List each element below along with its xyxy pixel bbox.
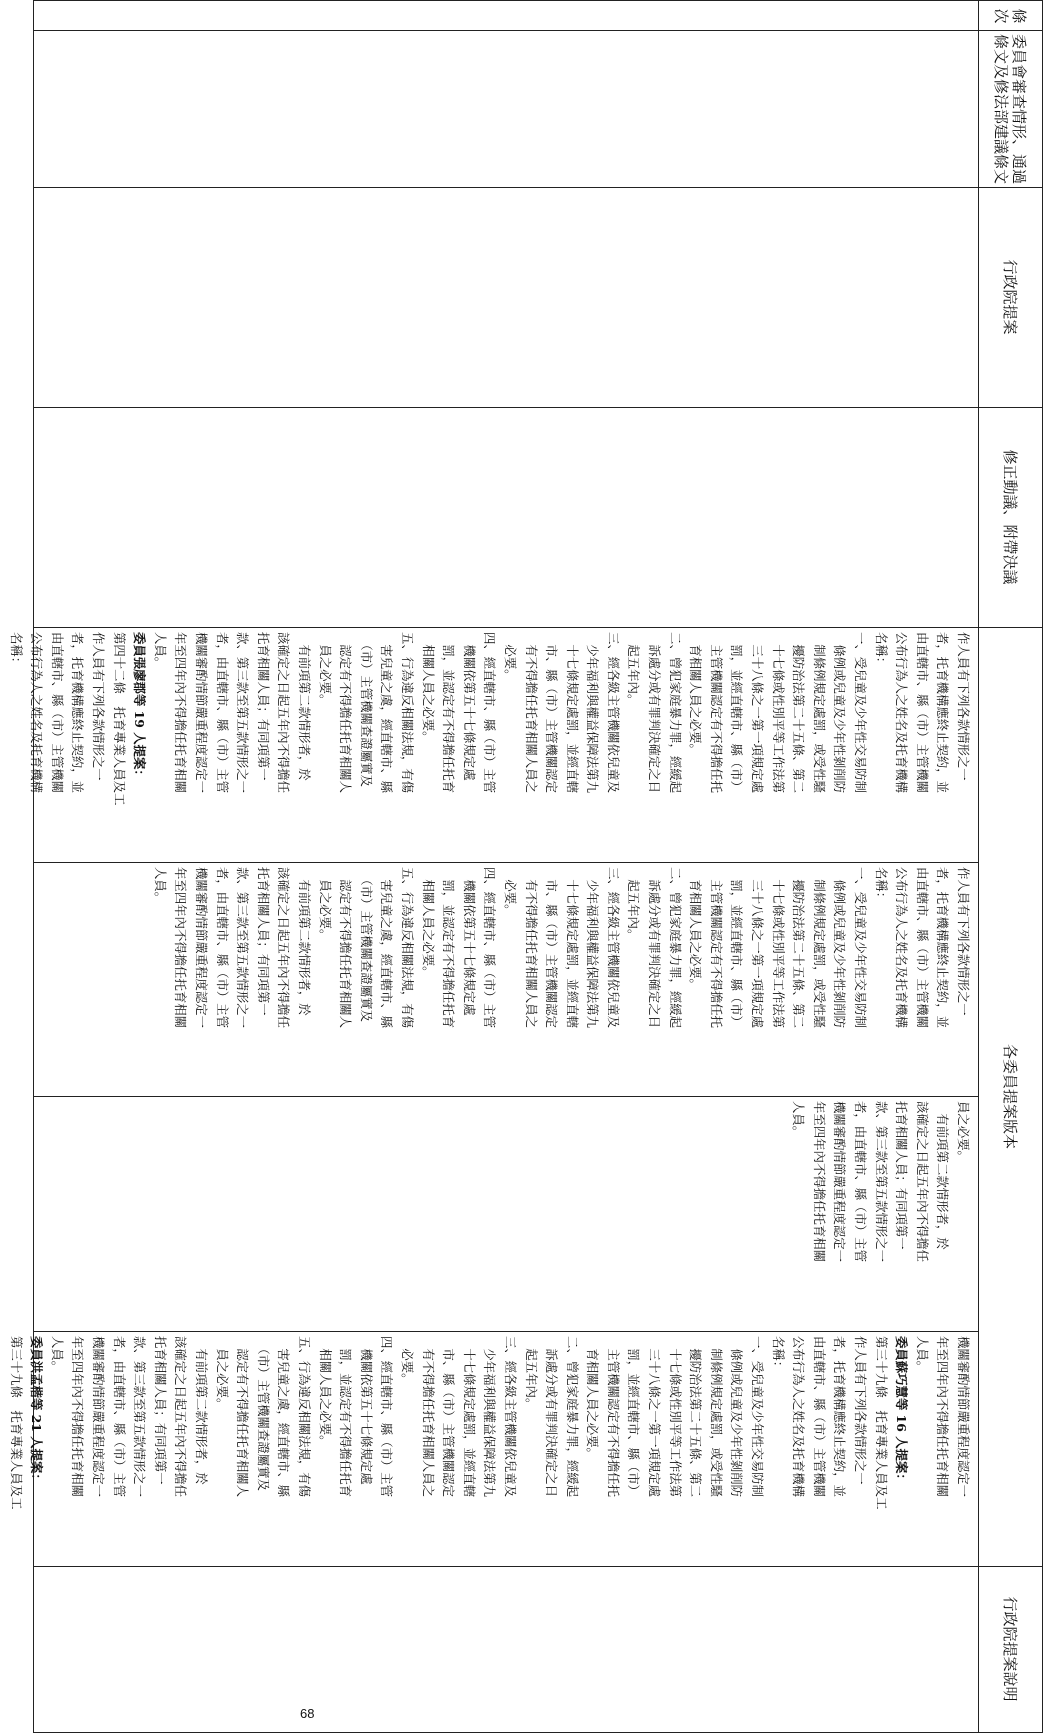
- text-line: 育相關人員之必要。: [688, 632, 704, 756]
- text-line: 相關人員之必要。: [420, 632, 436, 744]
- text-line: 員之必要。: [214, 1336, 230, 1411]
- text-line: 由直轄市、縣（市）主管機關: [49, 632, 65, 794]
- text-line: 少年福利與權益保障法第九: [482, 1336, 498, 1498]
- text-line: 四、經直轄市、縣（市）主管: [482, 632, 498, 794]
- text-line: 公布行為人之姓名及托育機構: [791, 1336, 807, 1498]
- text-line: 款、第三款至第五款情形之一: [132, 1336, 148, 1498]
- text-line: 擾防治法第二十五條、第二: [791, 867, 807, 1029]
- text-line: 人員。: [791, 1101, 807, 1139]
- text-line: 有前項第二款情形者，於: [935, 1101, 951, 1250]
- text-line: 十七條規定處罰，並經直轄: [461, 1336, 477, 1498]
- text-line: 托育相關人員；有同項第一: [152, 1336, 168, 1485]
- text-line: 五、行為違反相關法規，有傷: [399, 632, 415, 794]
- text-line: （市）主管機關查證屬實及: [358, 867, 374, 1022]
- text-line: 第三十九條 托育專業人員及工: [8, 1336, 24, 1510]
- text-line: 少年福利與權益保障法第九: [585, 867, 601, 1029]
- member-version-col-1: [8, 632, 973, 857]
- text-line: 機關審酌情節嚴重程度認定一: [832, 1101, 848, 1263]
- text-line: 款、第三款至第五款情形之一: [235, 867, 251, 1029]
- page-number: 68: [300, 1706, 315, 1721]
- text-line: 者，由直轄市、縣（市）主管: [111, 1336, 127, 1498]
- text-line: 市、縣（市）主管機關認定: [544, 632, 560, 794]
- proposal-heading: 委員蘇巧慧等 16 人提案：: [894, 1336, 910, 1486]
- text-line: 人員。: [914, 1336, 930, 1374]
- text-line: 有不得擔任托育相關人員之: [523, 867, 539, 1029]
- text-line: 有前項第二款情形者，於: [297, 867, 312, 1016]
- text-line: 十七條或性別平等工作法第: [667, 1336, 683, 1498]
- text-line: 五、行為違反相關法規，有傷: [399, 867, 415, 1029]
- text-line: 害兒童之虞，經直轄市、縣: [276, 1336, 292, 1498]
- text-line: 年至四年內不得擔任托育相關: [173, 632, 189, 794]
- text-line: 該確定之日起五年內不得擔任: [914, 1101, 930, 1263]
- text-line: 起五年內。: [523, 1336, 539, 1411]
- proposal-heading: 委員張廖郡等 19 人提案：: [132, 632, 148, 782]
- text-line: 作人員有下列各款情形之一: [956, 867, 971, 1016]
- text-line: 必要。: [399, 1336, 415, 1386]
- text-line: 擾防治法第二十五條、第二: [688, 1336, 704, 1498]
- text-line: 市、縣（市）主管機關認定: [441, 1336, 457, 1498]
- text-line: 者，由直轄市、縣（市）主管: [214, 632, 230, 794]
- text-line: （市）主管機關查證屬實及: [255, 1336, 271, 1491]
- text-line: 機關審酌情節嚴重程度認定一: [194, 867, 210, 1029]
- text-line: 款、第三款至第五款情形之一: [873, 1101, 889, 1263]
- text-line: 員之必要。: [317, 867, 333, 942]
- text-line: 員之必要。: [956, 1101, 971, 1163]
- text-line: 者，托育機構應終止契約，並: [70, 632, 86, 794]
- text-line: 有前項第二款情形者，於: [194, 1336, 210, 1485]
- text-line: 十七條規定處罰，並經直轄: [564, 867, 580, 1029]
- text-line: 有不得擔任托育相關人員之: [420, 1336, 436, 1498]
- text-line: 四、經直轄市、縣（市）主管: [482, 867, 498, 1029]
- header-divider: [978, 0, 979, 1733]
- text-line: 訴處分或有罪判決確定之日: [647, 632, 663, 794]
- text-line: 公布行為人之姓名及托育機構: [29, 632, 45, 794]
- text-line: 罰，並經直轄市、縣（市）: [626, 1336, 642, 1498]
- text-line: 機關依第五十七條規定處: [461, 632, 477, 781]
- text-line: 訴處分或有罪判決確定之日: [647, 867, 663, 1029]
- text-line: 罰，並經直轄市、縣（市）: [729, 632, 745, 794]
- text-line: 育相關人員之必要。: [688, 867, 704, 991]
- header-exec-explanation: 行政院提案說明: [1001, 1596, 1019, 1702]
- text-line: 市、縣（市）主管機關認定: [544, 867, 560, 1029]
- text-line: 認定有不得擔任托育相關人: [235, 1336, 251, 1498]
- text-line: 起五年內。: [626, 867, 642, 942]
- member-version-col-3: [37, 1101, 973, 1326]
- text-line: 條例或兒童及少年性剝削防: [729, 1336, 745, 1498]
- text-line: 一、受兒童及少年性交易防制: [750, 1336, 766, 1498]
- header-article: 條次: [992, 8, 1028, 24]
- text-line: 必要。: [502, 867, 518, 917]
- text-line: 相關人員之必要。: [420, 867, 436, 979]
- text-line: 主管機關認定有不得擔任托: [708, 867, 724, 1029]
- member-version-col-2: [37, 867, 973, 1091]
- text-line: 害兒童之虞，經直轄市、縣: [379, 867, 395, 1029]
- text-line: 作人員有下列各款情形之一: [956, 632, 971, 781]
- text-line: 主管機關認定有不得擔任托: [708, 632, 724, 794]
- text-line: 罰，並認定有不得擔任托育: [441, 867, 457, 1029]
- text-line: 必要。: [502, 632, 518, 682]
- text-line: 二、曾犯家庭暴力罪，經緩起: [667, 632, 683, 794]
- header-amendment: 修正動議、附帶決議: [1001, 449, 1019, 585]
- text-line: 制條例規定處罰，或受性騷: [811, 867, 827, 1029]
- text-line: 者，由直轄市、縣（市）主管: [214, 867, 230, 1029]
- proposal-heading: 委員洪孟楷等 21 人提案：: [29, 1336, 45, 1486]
- member-version-col-4: [8, 1336, 973, 1561]
- text-line: 由直轄市、縣（市）主管機關: [914, 867, 930, 1029]
- text-line: 者，托育機構應終止契約，並: [935, 632, 951, 794]
- text-line: 育相關人員之必要。: [585, 1336, 601, 1460]
- text-line: 三、經各級主管機關依兒童及: [502, 1336, 518, 1498]
- text-line: 該確定之日起五年內不得擔任: [173, 1336, 189, 1498]
- text-line: 機關審酌情節嚴重程度認定一: [194, 632, 210, 794]
- text-line: （市）主管機關查證屬實及: [358, 632, 374, 787]
- text-line: 認定有不得擔任托育相關人: [338, 632, 354, 794]
- text-line: 由直轄市、縣（市）主管機關: [914, 632, 930, 794]
- text-line: 名稱：: [873, 867, 889, 905]
- text-line: 托育相關人員；有同項第一: [255, 632, 271, 781]
- text-line: 相關人員之必要。: [317, 1336, 333, 1448]
- text-line: 有不得擔任托育相關人員之: [523, 632, 539, 794]
- text-line: 認定有不得擔任托育相關人: [338, 867, 354, 1029]
- text-line: 公布行為人之姓名及托育機構: [894, 867, 910, 1029]
- text-line: 三十八條之一第一項規定處: [750, 632, 766, 794]
- text-line: 年至四年內不得擔任托育相關: [811, 1101, 827, 1263]
- text-line: 條例或兒童及少年性剝削防: [832, 632, 848, 794]
- text-line: 人員。: [49, 1336, 65, 1374]
- text-line: 者，由直轄市、縣（市）主管: [853, 1101, 869, 1263]
- text-line: 制條例規定處罰，或受性騷: [811, 632, 827, 794]
- text-line: 第四十二條 托育專業人員及工: [111, 632, 127, 806]
- text-line: 有前項第二款情形者，於: [297, 632, 312, 781]
- header-review: 委員會審查情形、通過條文及修法部建議條文: [992, 34, 1028, 185]
- text-line: 擾防治法第二十五條、第二: [791, 632, 807, 794]
- text-line: 罰，並認定有不得擔任托育: [441, 632, 457, 794]
- member-subcol-divider-2: [33, 1096, 979, 1097]
- text-line: 名稱：: [873, 632, 889, 670]
- text-line: 訴處分或有罪判決確定之日: [544, 1336, 560, 1498]
- text-line: 年至四年內不得擔任托育相關: [173, 867, 189, 1029]
- text-line: 一、受兒童及少年性交易防制: [853, 867, 869, 1029]
- text-line: 主管機關認定有不得擔任托: [605, 1336, 621, 1498]
- text-line: 十七條或性別平等工作法第: [770, 867, 786, 1029]
- text-line: 三十八條之一第一項規定處: [647, 1336, 663, 1498]
- text-line: 員之必要。: [317, 632, 333, 707]
- text-line: 者，托育機構應終止契約，並: [832, 1336, 848, 1498]
- member-subcol-divider-3: [33, 1331, 979, 1332]
- text-line: 公布行為人之姓名及托育機構: [894, 632, 910, 794]
- text-line: 機關依第五十七條規定處: [461, 867, 477, 1016]
- member-subcol-divider-1: [33, 862, 979, 863]
- text-line: 者，托育機構應終止契約，並: [935, 867, 951, 1029]
- text-line: 三、經各級主管機關依兒童及: [605, 867, 621, 1029]
- text-line: 三、經各級主管機關依兒童及: [605, 632, 621, 794]
- text-line: 三十八條之一第一項規定處: [750, 867, 766, 1029]
- rotated-page: [8, 0, 1043, 1733]
- text-line: 托育相關人員；有同項第一: [894, 1101, 910, 1250]
- text-line: 五、行為違反相關法規，有傷: [297, 1336, 312, 1498]
- text-line: 起五年內。: [626, 632, 642, 707]
- text-line: 制條例規定處罰，或受性騷: [708, 1336, 724, 1498]
- text-line: 年至四年內不得擔任托育相關: [70, 1336, 86, 1498]
- text-line: 名稱：: [8, 632, 24, 670]
- text-line: 第三十九條 托育專業人員及工: [873, 1336, 889, 1510]
- text-line: 托育相關人員；有同項第一: [255, 867, 271, 1016]
- text-line: 機關審酌情節嚴重程度認定一: [91, 1336, 107, 1498]
- text-line: 四、經直轄市、縣（市）主管: [379, 1336, 395, 1498]
- text-line: 該確定之日起五年內不得擔任: [276, 867, 292, 1029]
- text-line: 罰，並認定有不得擔任托育: [338, 1336, 354, 1498]
- header-member-versions: 各委員提案版本: [1001, 1043, 1019, 1149]
- header-exec-proposal: 行政院提案: [1001, 259, 1019, 335]
- text-line: 人員。: [152, 867, 168, 905]
- text-line: 罰，並經直轄市、縣（市）: [729, 867, 745, 1029]
- text-line: 機關審酌情節嚴重程度認定一: [956, 1336, 971, 1498]
- text-line: 名稱：: [770, 1336, 786, 1374]
- text-line: 年至四年內不得擔任托育相關: [935, 1336, 951, 1498]
- text-line: 人員。: [152, 632, 168, 670]
- text-line: 二、曾犯家庭暴力罪，經緩起: [564, 1336, 580, 1498]
- text-line: 款、第三款至第五款情形之一: [235, 632, 251, 794]
- text-line: 機關依第五十七條規定處: [358, 1336, 374, 1485]
- text-line: 二、曾犯家庭暴力罪，經緩起: [667, 867, 683, 1029]
- text-line: 該確定之日起五年內不得擔任: [276, 632, 292, 794]
- text-line: 十七條或性別平等工作法第: [770, 632, 786, 794]
- text-line: 條例或兒童及少年性剝削防: [832, 867, 848, 1029]
- text-line: 十七條規定處罰，並經直轄: [564, 632, 580, 794]
- text-line: 害兒童之虞，經直轄市、縣: [379, 632, 395, 794]
- text-line: 一、受兒童及少年性交易防制: [853, 632, 869, 794]
- text-line: 作人員有下列各款情形之一: [853, 1336, 869, 1485]
- text-line: 由直轄市、縣（市）主管機關: [811, 1336, 827, 1498]
- text-line: 作人員有下列各款情形之一: [91, 632, 107, 781]
- text-line: 少年福利與權益保障法第九: [585, 632, 601, 794]
